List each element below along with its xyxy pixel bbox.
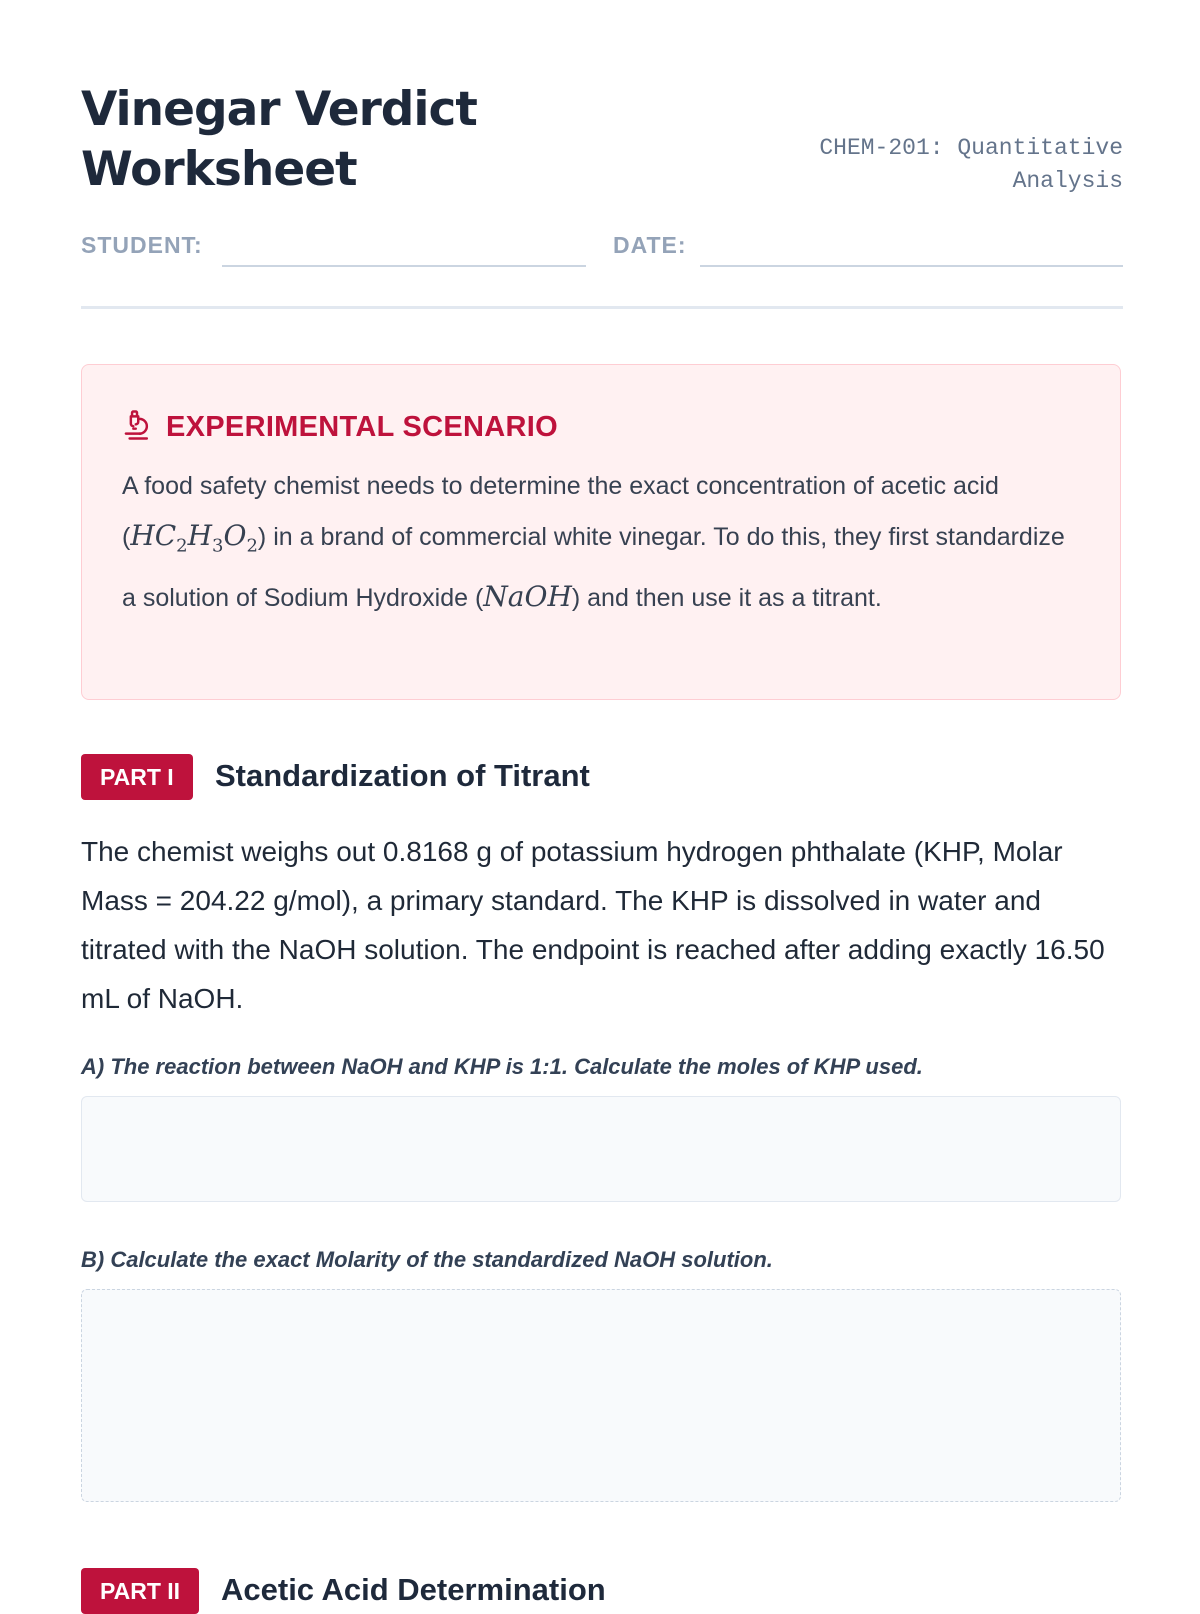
header-divider [81, 306, 1123, 309]
scenario-title: EXPERIMENTAL SCENARIO [166, 411, 558, 443]
scenario-header [122, 409, 558, 446]
course-line-1: CHEM-201: Quantitative [819, 135, 1123, 161]
scenario-text-part-2: ) in a brand of commercial white vinegar. To do this, they first standardize a solution of Sodium Hydroxide ( [122, 523, 1065, 612]
acetic-acid-formula: $HC_2H_3O_2$ [130, 519, 258, 557]
course-line-2: Analysis [1012, 168, 1123, 194]
part-2-title: Acetic Acid Determination [221, 1572, 606, 1607]
part-1-badge: PART I [81, 754, 193, 800]
scenario-text-part-3: ) and then use it as a titrant. [571, 583, 882, 612]
scenario-text [122, 461, 1082, 623]
page-title-line-1: Vinegar Verdict [81, 82, 477, 137]
question-b: B) Calculate the exact Molarity of the standardized NaOH solution. [81, 1247, 773, 1272]
scenario-box [81, 364, 1121, 700]
student-name-field[interactable] [222, 265, 586, 267]
date-label: DATE: [613, 232, 687, 258]
date-field[interactable] [700, 265, 1123, 267]
answer-a-box[interactable] [81, 1096, 1121, 1202]
course-code [723, 132, 1123, 198]
answer-b-box[interactable] [81, 1289, 1121, 1502]
part-1-paragraph: The chemist weighs out 0.8168 g of potassium hydrogen phthalate (KHP, Molar Mass = 204.22 g/mol), a primary standard. The KHP is dissolved in water and titrated with the NaOH solution. The endpoint is reached after adding exactly 16.50 mL of NaOH. [81, 836, 1105, 1014]
page-title-line-2: Worksheet [81, 142, 357, 197]
naoh-formula: NaOH [483, 579, 572, 613]
question-a: A) The reaction between NaOH and KHP is 1:1. Calculate the moles of KHP used. [81, 1054, 923, 1079]
microscope-icon [122, 409, 152, 446]
student-label: STUDENT: [81, 232, 203, 258]
page-title [81, 80, 641, 200]
scenario-text-part-1: A food safety chemist needs to determine the exact concentration of acetic acid ( [122, 472, 999, 551]
part-2-badge: PART II [81, 1568, 199, 1614]
part-1-title: Standardization of Titrant [215, 758, 590, 793]
